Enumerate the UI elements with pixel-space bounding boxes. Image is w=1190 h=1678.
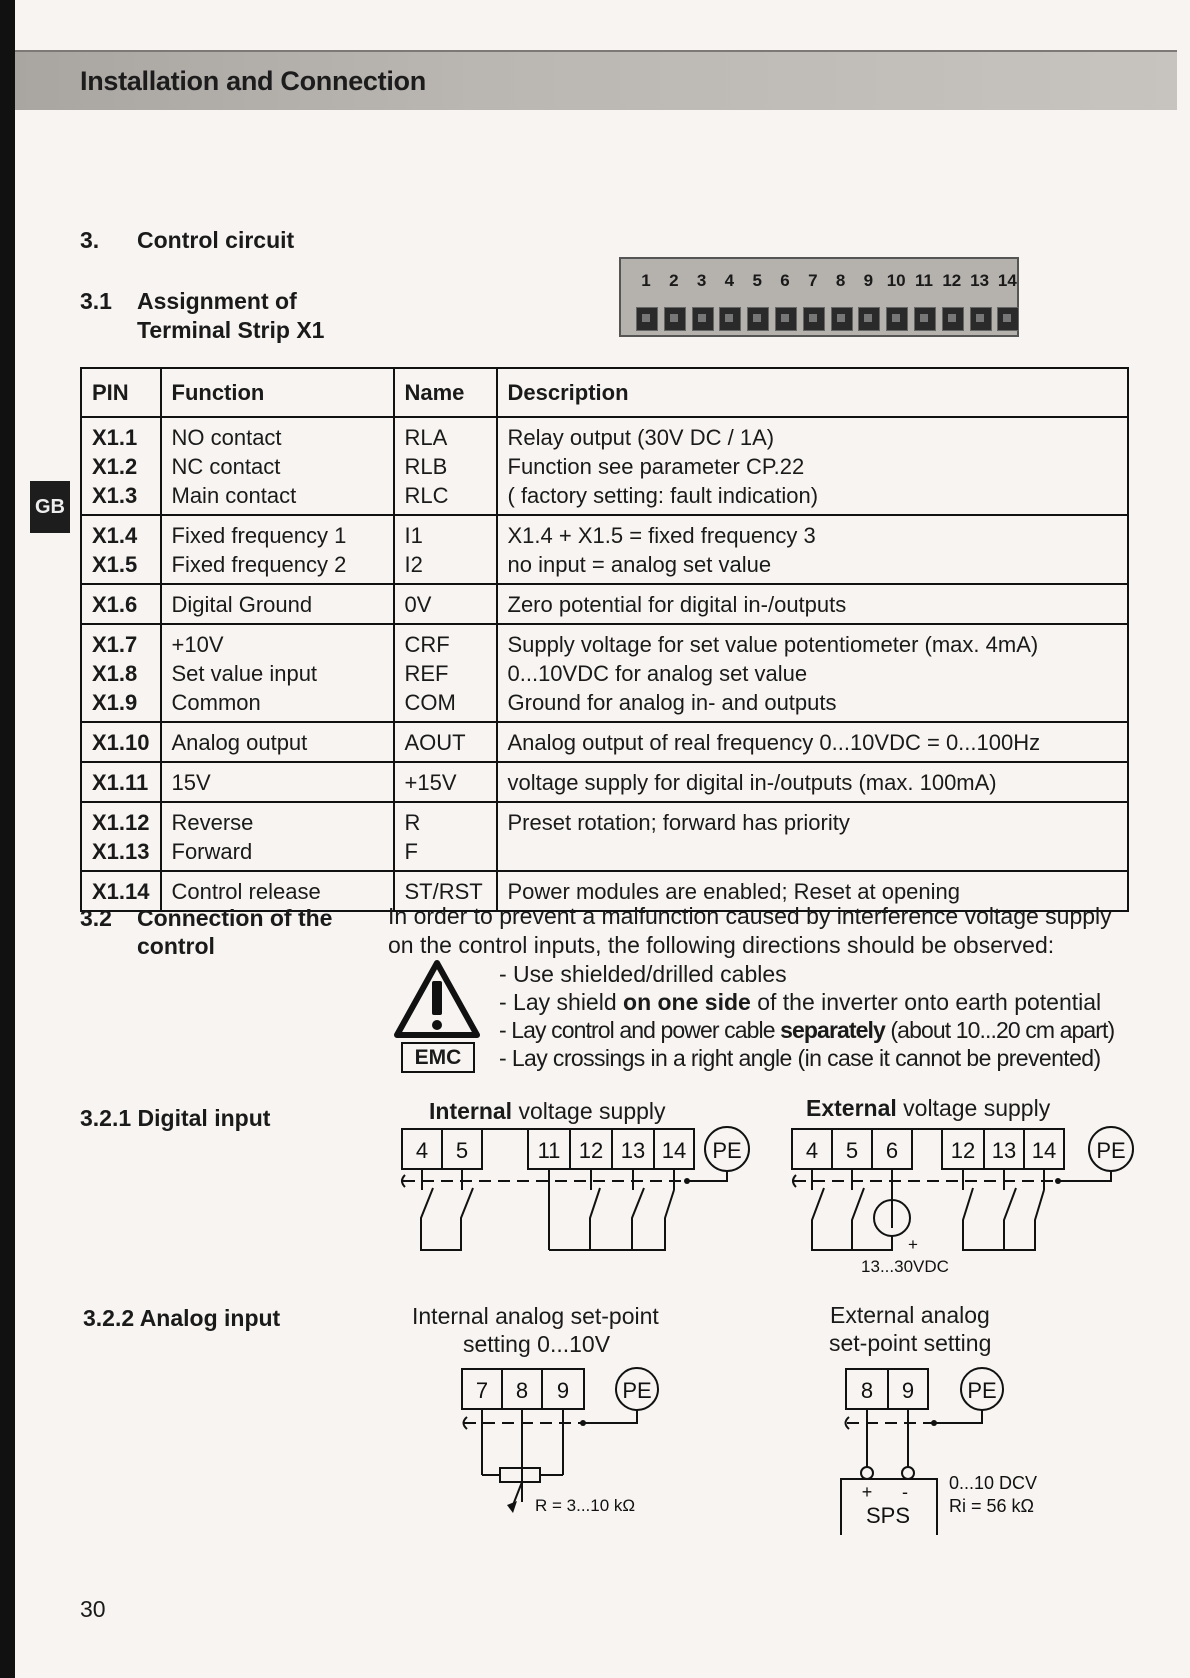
description-line: ( factory setting: fault indication) xyxy=(507,483,819,508)
function-line: NO contact xyxy=(171,425,282,450)
cell-description xyxy=(497,584,1129,624)
pin-line: X1.9 xyxy=(92,690,138,715)
cell-name xyxy=(394,515,497,584)
external-analog-line2: set-point setting xyxy=(829,1330,992,1356)
resistor-value: R = 3...10 kΩ xyxy=(535,1496,636,1515)
cell-pin xyxy=(81,762,161,802)
bullet-lay-shield: - Lay shield on one side of the inverter onto earth potential xyxy=(499,989,1102,1015)
cell-function xyxy=(161,802,394,871)
description-line: Supply voltage for set value potentiometer (max. 4mA) xyxy=(507,632,1039,657)
cell-name xyxy=(394,584,497,624)
table-row xyxy=(81,802,1128,871)
function-line: Fixed frequency 1 xyxy=(171,523,347,548)
pin-line: X1.5 xyxy=(92,552,138,577)
sps-label: SPS xyxy=(865,1503,911,1528)
name-line: I2 xyxy=(404,552,423,577)
description-line: 0...10VDC for analog set value xyxy=(507,661,808,686)
strip-number: 1 xyxy=(641,271,651,290)
cell-pin xyxy=(81,722,161,762)
strip-terminal xyxy=(719,307,741,331)
strip-terminal xyxy=(803,307,825,331)
name-line: 0V xyxy=(404,592,432,617)
table-row xyxy=(81,762,1128,802)
cell-function xyxy=(161,624,394,722)
pin-line: X1.4 xyxy=(92,523,138,548)
name-line: R xyxy=(404,810,421,835)
cell-name xyxy=(394,722,497,762)
section-3-2-1-title: 3.2.1 Digital input xyxy=(80,1105,271,1131)
ext-supply-plus: + xyxy=(908,1235,918,1254)
pin-line: X1.7 xyxy=(92,632,138,657)
strip-number: 8 xyxy=(835,271,846,290)
table-row xyxy=(81,515,1128,584)
function-line: NC contact xyxy=(171,454,281,479)
name-line: RLA xyxy=(404,425,448,450)
sps-voltage: 0...10 DCV xyxy=(949,1473,1038,1493)
pe-analog-external: PE xyxy=(967,1378,997,1403)
cell-name xyxy=(394,802,497,871)
section-3-1-number: 3.1 xyxy=(80,288,112,314)
function-line: Reverse xyxy=(171,810,254,835)
strip-number: 6 xyxy=(780,271,790,290)
term-ext-13: 13 xyxy=(991,1138,1017,1163)
strip-number: 13 xyxy=(970,271,990,290)
section-3-2-title-line2: control xyxy=(137,933,215,959)
strip-terminal xyxy=(664,307,686,331)
pin-line: X1.8 xyxy=(92,661,138,686)
external-supply-diagram xyxy=(788,1120,1138,1290)
cell-pin xyxy=(81,515,161,584)
strip-number: 3 xyxy=(696,271,707,290)
strip-terminal xyxy=(831,307,853,331)
section-3-title: Control circuit xyxy=(137,227,295,253)
function-line: Fixed frequency 2 xyxy=(171,552,347,577)
description-line: voltage supply for digital in-/outputs (max. 100mA) xyxy=(507,770,997,795)
function-line: Analog output xyxy=(171,730,308,755)
external-supply-label: External voltage supply xyxy=(806,1095,1051,1121)
strip-number: 10 xyxy=(886,271,906,290)
pin-line: X1.1 xyxy=(92,425,138,450)
function-line: Set value input xyxy=(171,661,318,686)
strip-terminal xyxy=(997,307,1019,331)
name-line: REF xyxy=(404,661,449,686)
cell-description xyxy=(497,762,1129,802)
cell-pin xyxy=(81,417,161,515)
section-3-2-2-title: 3.2.2 Analog input xyxy=(83,1305,281,1331)
description-line: Preset rotation; forward has priority xyxy=(507,810,850,835)
term-ana-int-8: 8 xyxy=(515,1378,529,1403)
header-name: Name xyxy=(394,368,497,417)
header-description: Description xyxy=(497,368,1129,417)
cell-pin xyxy=(81,802,161,871)
cell-function xyxy=(161,722,394,762)
cell-name xyxy=(394,762,497,802)
strip-number: 12 xyxy=(942,271,962,290)
name-line: +15V xyxy=(404,770,457,795)
name-line: ST/RST xyxy=(404,879,483,904)
cell-description xyxy=(497,722,1129,762)
table-row xyxy=(81,722,1128,762)
term-int-4: 4 xyxy=(415,1138,429,1163)
strip-number: 9 xyxy=(863,271,874,290)
pin-line: X1.14 xyxy=(92,879,150,904)
section-3-2-intro-line1: In order to prevent a malfunction caused by interference voltage supply xyxy=(388,903,1112,929)
strip-terminal xyxy=(914,307,936,331)
strip-number: 4 xyxy=(724,271,735,290)
term-int-5: 5 xyxy=(455,1138,469,1163)
function-line: Forward xyxy=(171,839,253,864)
pin-line: X1.2 xyxy=(92,454,138,479)
internal-supply-label: Internal voltage supply xyxy=(429,1098,666,1124)
sps-ri: Ri = 56 kΩ xyxy=(949,1496,1034,1516)
pe-analog-internal: PE xyxy=(622,1378,652,1403)
description-line: X1.4 + X1.5 = fixed frequency 3 xyxy=(507,523,816,548)
section-3-2-number: 3.2 xyxy=(80,905,112,931)
pe-internal: PE xyxy=(712,1138,742,1163)
emc-label: EMC xyxy=(401,1042,475,1073)
section-3-2-title-line1: Connection of the xyxy=(137,905,333,931)
cell-pin xyxy=(81,624,161,722)
description-line: Zero potential for digital in-/outputs xyxy=(507,592,847,617)
name-line: F xyxy=(404,839,418,864)
term-ext-5: 5 xyxy=(845,1138,859,1163)
header-function: Function xyxy=(161,368,394,417)
pin-line: X1.13 xyxy=(92,839,150,864)
pin-assignment-table xyxy=(80,367,1129,912)
internal-analog-line2: setting 0...10V xyxy=(463,1331,611,1357)
name-line: COM xyxy=(404,690,456,715)
name-line: CRF xyxy=(404,632,450,657)
strip-number: 5 xyxy=(752,271,762,290)
cell-function xyxy=(161,515,394,584)
strip-terminal xyxy=(747,307,769,331)
strip-terminal xyxy=(858,307,880,331)
strip-terminal xyxy=(886,307,908,331)
pin-line: X1.11 xyxy=(92,770,149,795)
bullet-shielded-cables: - Use shielded/drilled cables xyxy=(499,961,787,987)
strip-number: 7 xyxy=(808,271,818,290)
function-line: 15V xyxy=(171,770,211,795)
page-number: 30 xyxy=(80,1596,106,1622)
internal-supply-diagram xyxy=(395,1120,775,1270)
description-line: Function see parameter CP.22 xyxy=(507,454,805,479)
page-title: Installation and Connection xyxy=(80,66,426,96)
bullet-crossings: - Lay crossings in a right angle (in case it cannot be prevented) xyxy=(499,1045,1101,1071)
function-line: Main contact xyxy=(171,483,297,508)
description-line: Analog output of real frequency 0...10VDC = 0...100Hz xyxy=(507,730,1041,755)
pin-line: X1.10 xyxy=(92,730,150,755)
strip-terminal xyxy=(942,307,964,331)
strip-terminal xyxy=(636,307,658,331)
strip-terminal xyxy=(692,307,714,331)
description-line: no input = analog set value xyxy=(507,552,772,577)
name-line: RLB xyxy=(404,454,448,479)
pe-external: PE xyxy=(1096,1138,1126,1163)
term-int-11: 11 xyxy=(537,1138,561,1163)
strip-number: 14 xyxy=(997,271,1017,290)
function-line: Common xyxy=(171,690,261,715)
external-analog-diagram xyxy=(835,1365,1060,1535)
term-ana-ext-8: 8 xyxy=(860,1378,874,1403)
cell-function xyxy=(161,762,394,802)
function-line: +10V xyxy=(171,632,224,657)
strip-number: 2 xyxy=(669,271,679,290)
terminal-strip-image xyxy=(619,257,1019,337)
pin-line: X1.12 xyxy=(92,810,150,835)
table-row xyxy=(81,417,1128,515)
description-line: Relay output (30V DC / 1A) xyxy=(507,425,775,450)
term-ext-14: 14 xyxy=(1031,1138,1057,1163)
function-line: Control release xyxy=(171,879,321,904)
cell-description xyxy=(497,624,1129,722)
bullet-separate-cables: - Lay control and power cable separately (about 10...20 cm apart) xyxy=(499,1017,1115,1043)
sps-plus: + xyxy=(861,1482,873,1502)
term-ext-6: 6 xyxy=(885,1138,899,1163)
name-line: RLC xyxy=(404,483,449,508)
cell-description xyxy=(497,515,1129,584)
description-line: Ground for analog in- and outputs xyxy=(507,690,837,715)
name-line: I1 xyxy=(404,523,423,548)
external-analog-line1: External analog xyxy=(830,1302,990,1328)
section-3-number: 3. xyxy=(80,227,100,253)
cell-function xyxy=(161,584,394,624)
cell-pin xyxy=(81,584,161,624)
term-int-13: 13 xyxy=(620,1138,646,1163)
pin-line: X1.6 xyxy=(92,592,138,617)
table-row xyxy=(81,624,1128,722)
term-ana-int-9: 9 xyxy=(556,1378,570,1403)
section-3-2-intro-line2: on the control inputs, the following directions should be observed: xyxy=(388,932,1055,958)
description-line: Power modules are enabled; Reset at opening xyxy=(507,879,961,904)
strip-terminal xyxy=(970,307,992,331)
sps-minus: - xyxy=(902,1482,908,1502)
term-ext-12: 12 xyxy=(950,1138,976,1163)
cell-description xyxy=(497,802,1129,871)
language-tab: GB xyxy=(30,481,70,533)
internal-analog-diagram xyxy=(455,1365,695,1515)
term-ext-4: 4 xyxy=(805,1138,819,1163)
pin-line: X1.3 xyxy=(92,483,138,508)
cell-function xyxy=(161,417,394,515)
term-int-14: 14 xyxy=(661,1138,687,1163)
name-line: AOUT xyxy=(404,730,466,755)
header-pin: PIN xyxy=(81,368,161,417)
term-int-12: 12 xyxy=(578,1138,604,1163)
section-3-1-title-line2: Terminal Strip X1 xyxy=(137,317,325,343)
table-row xyxy=(81,584,1128,624)
strip-terminal xyxy=(775,307,797,331)
cell-name xyxy=(394,417,497,515)
page-edge-bar xyxy=(0,0,15,1678)
section-3-1-title-line1: Assignment of xyxy=(137,288,297,314)
cell-description xyxy=(497,417,1129,515)
term-ana-int-7: 7 xyxy=(475,1378,489,1403)
ext-supply-voltage: 13...30VDC xyxy=(861,1257,949,1276)
internal-analog-line1: Internal analog set-point xyxy=(412,1303,659,1329)
term-ana-ext-9: 9 xyxy=(901,1378,915,1403)
function-line: Digital Ground xyxy=(171,592,313,617)
strip-number: 11 xyxy=(915,271,933,290)
cell-name xyxy=(394,624,497,722)
